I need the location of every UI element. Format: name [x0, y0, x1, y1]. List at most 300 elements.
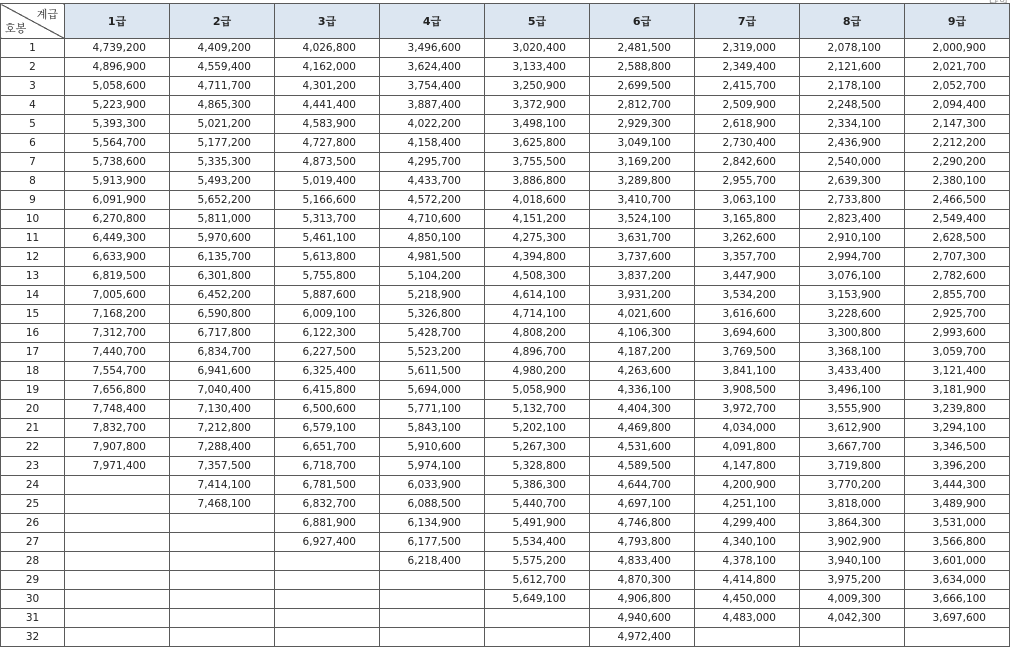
grade-header-1: 1급: [65, 4, 170, 39]
salary-cell: 4,187,200: [590, 343, 695, 362]
step-cell: 22: [1, 438, 65, 457]
salary-cell: 2,052,700: [905, 77, 1010, 96]
salary-cell: 4,940,600: [590, 609, 695, 628]
salary-cell: 6,717,800: [170, 324, 275, 343]
salary-cell: 5,393,300: [65, 115, 170, 134]
step-cell: 20: [1, 400, 65, 419]
salary-cell: 3,886,800: [485, 172, 590, 191]
salary-cell: [170, 571, 275, 590]
salary-cell: 2,290,200: [905, 153, 1010, 172]
salary-cell: 3,841,100: [695, 362, 800, 381]
salary-cell: 5,461,100: [275, 229, 380, 248]
salary-cell: 2,000,900: [905, 39, 1010, 58]
salary-cell: 2,639,300: [800, 172, 905, 191]
salary-cell: 7,288,400: [170, 438, 275, 457]
salary-cell: 4,972,400: [590, 628, 695, 647]
step-cell: 7: [1, 153, 65, 172]
salary-cell: 2,855,700: [905, 286, 1010, 305]
salary-cell: 4,865,300: [170, 96, 275, 115]
step-cell: 2: [1, 58, 65, 77]
salary-cell: 6,134,900: [380, 514, 485, 533]
salary-cell: 4,833,400: [590, 552, 695, 571]
salary-cell: 5,523,200: [380, 343, 485, 362]
salary-cell: 3,433,400: [800, 362, 905, 381]
salary-cell: 3,169,200: [590, 153, 695, 172]
salary-cell: 3,931,200: [590, 286, 695, 305]
salary-cell: [275, 552, 380, 571]
salary-cell: 6,177,500: [380, 533, 485, 552]
salary-cell: [170, 552, 275, 571]
salary-cell: 2,178,100: [800, 77, 905, 96]
salary-cell: [65, 609, 170, 628]
salary-cell: 7,907,800: [65, 438, 170, 457]
salary-cell: 5,386,300: [485, 476, 590, 495]
salary-cell: 3,616,600: [695, 305, 800, 324]
salary-cell: 5,223,900: [65, 96, 170, 115]
salary-cell: [695, 628, 800, 647]
salary-cell: 5,202,100: [485, 419, 590, 438]
salary-cell: 3,447,900: [695, 267, 800, 286]
table-row: [1, 115, 1010, 134]
table-row: [1, 58, 1010, 77]
salary-cell: 3,239,800: [905, 400, 1010, 419]
salary-cell: 3,624,400: [380, 58, 485, 77]
salary-cell: 6,941,600: [170, 362, 275, 381]
salary-cell: 4,441,400: [275, 96, 380, 115]
step-cell: 12: [1, 248, 65, 267]
salary-cell: [65, 495, 170, 514]
salary-cell: 5,694,000: [380, 381, 485, 400]
table-row: [1, 324, 1010, 343]
salary-cell: 5,428,700: [380, 324, 485, 343]
table-row: [1, 552, 1010, 571]
salary-cell: 5,887,600: [275, 286, 380, 305]
salary-cell: 4,151,200: [485, 210, 590, 229]
salary-cell: 2,334,100: [800, 115, 905, 134]
salary-cell: 3,769,500: [695, 343, 800, 362]
salary-cell: [485, 609, 590, 628]
salary-cell: 6,927,400: [275, 533, 380, 552]
salary-cell: 6,579,100: [275, 419, 380, 438]
salary-cell: 4,021,600: [590, 305, 695, 324]
step-cell: 14: [1, 286, 65, 305]
table-row: [1, 96, 1010, 115]
salary-cell: 3,300,800: [800, 324, 905, 343]
salary-cell: 2,094,400: [905, 96, 1010, 115]
step-cell: 3: [1, 77, 65, 96]
salary-cell: 2,549,400: [905, 210, 1010, 229]
salary-cell: 5,649,100: [485, 590, 590, 609]
salary-cell: 4,414,800: [695, 571, 800, 590]
salary-cell: 5,738,600: [65, 153, 170, 172]
salary-cell: 5,910,600: [380, 438, 485, 457]
table-row: [1, 39, 1010, 58]
salary-cell: 5,218,900: [380, 286, 485, 305]
step-cell: 10: [1, 210, 65, 229]
grade-header-3: 3급: [275, 4, 380, 39]
salary-cell: 3,837,200: [590, 267, 695, 286]
salary-cell: 6,091,900: [65, 191, 170, 210]
salary-cell: 2,993,600: [905, 324, 1010, 343]
salary-cell: 3,770,200: [800, 476, 905, 495]
salary-cell: 5,974,100: [380, 457, 485, 476]
salary-cell: 2,782,600: [905, 267, 1010, 286]
step-cell: 26: [1, 514, 65, 533]
salary-cell: 3,566,800: [905, 533, 1010, 552]
table-row: [1, 571, 1010, 590]
salary-cell: 6,415,800: [275, 381, 380, 400]
step-cell: 1: [1, 39, 65, 58]
table-row: [1, 191, 1010, 210]
salary-cell: 3,368,100: [800, 343, 905, 362]
salary-cell: 3,737,600: [590, 248, 695, 267]
salary-cell: 5,652,200: [170, 191, 275, 210]
salary-cell: 3,531,000: [905, 514, 1010, 533]
salary-cell: 3,940,100: [800, 552, 905, 571]
step-cell: 18: [1, 362, 65, 381]
salary-cell: 5,104,200: [380, 267, 485, 286]
step-cell: 6: [1, 134, 65, 153]
salary-cell: [170, 609, 275, 628]
salary-cell: 4,200,900: [695, 476, 800, 495]
salary-cell: 4,091,800: [695, 438, 800, 457]
salary-cell: 4,746,800: [590, 514, 695, 533]
salary-cell: 4,162,000: [275, 58, 380, 77]
salary-cell: [170, 514, 275, 533]
salary-cell: 4,394,800: [485, 248, 590, 267]
salary-cell: 3,410,700: [590, 191, 695, 210]
salary-cell: 3,667,700: [800, 438, 905, 457]
salary-cell: 5,970,600: [170, 229, 275, 248]
salary-cell: 3,612,900: [800, 419, 905, 438]
salary-cell: 6,633,900: [65, 248, 170, 267]
salary-cell: [485, 628, 590, 647]
salary-cell: 4,727,800: [275, 134, 380, 153]
salary-cell: [65, 514, 170, 533]
step-cell: 29: [1, 571, 65, 590]
salary-cell: 6,033,900: [380, 476, 485, 495]
salary-cell: 5,326,800: [380, 305, 485, 324]
salary-cell: 3,121,400: [905, 362, 1010, 381]
salary-cell: [275, 628, 380, 647]
salary-cell: 4,559,400: [170, 58, 275, 77]
salary-table: [0, 3, 1010, 647]
salary-cell: 4,981,500: [380, 248, 485, 267]
salary-cell: 7,312,700: [65, 324, 170, 343]
step-cell: 27: [1, 533, 65, 552]
salary-cell: 4,301,200: [275, 77, 380, 96]
salary-cell: 4,378,100: [695, 552, 800, 571]
salary-cell: 2,415,700: [695, 77, 800, 96]
salary-cell: [380, 571, 485, 590]
salary-cell: 5,771,100: [380, 400, 485, 419]
salary-cell: 3,181,900: [905, 381, 1010, 400]
salary-cell: 4,034,000: [695, 419, 800, 438]
salary-cell: 2,699,500: [590, 77, 695, 96]
salary-cell: 3,694,600: [695, 324, 800, 343]
salary-cell: 5,335,300: [170, 153, 275, 172]
salary-cell: 2,842,600: [695, 153, 800, 172]
salary-cell: 4,409,200: [170, 39, 275, 58]
salary-cell: 4,980,200: [485, 362, 590, 381]
salary-cell: 5,913,900: [65, 172, 170, 191]
salary-cell: 5,267,300: [485, 438, 590, 457]
step-axis-label: 호봉: [5, 22, 27, 35]
salary-cell: 7,168,200: [65, 305, 170, 324]
salary-cell: 3,902,900: [800, 533, 905, 552]
table-row: [1, 77, 1010, 96]
salary-cell: 5,612,700: [485, 571, 590, 590]
salary-cell: 4,022,200: [380, 115, 485, 134]
step-cell: 25: [1, 495, 65, 514]
salary-cell: 5,440,700: [485, 495, 590, 514]
salary-cell: 3,063,100: [695, 191, 800, 210]
table-row: [1, 628, 1010, 647]
salary-cell: 7,440,700: [65, 343, 170, 362]
salary-cell: 3,133,400: [485, 58, 590, 77]
step-cell: 21: [1, 419, 65, 438]
salary-cell: 5,534,400: [485, 533, 590, 552]
salary-cell: 3,228,600: [800, 305, 905, 324]
salary-cell: 3,496,100: [800, 381, 905, 400]
salary-cell: 3,262,600: [695, 229, 800, 248]
salary-cell: 3,754,400: [380, 77, 485, 96]
salary-cell: 5,811,000: [170, 210, 275, 229]
salary-cell: 3,887,400: [380, 96, 485, 115]
salary-cell: 2,540,000: [800, 153, 905, 172]
salary-cell: 7,005,600: [65, 286, 170, 305]
step-cell: 32: [1, 628, 65, 647]
salary-cell: [380, 609, 485, 628]
salary-cell: 6,009,100: [275, 305, 380, 324]
salary-cell: 5,166,600: [275, 191, 380, 210]
table-row: [1, 172, 1010, 191]
salary-cell: 4,404,300: [590, 400, 695, 419]
step-cell: 11: [1, 229, 65, 248]
salary-cell: 2,628,500: [905, 229, 1010, 248]
salary-cell: 6,881,900: [275, 514, 380, 533]
salary-cell: 5,177,200: [170, 134, 275, 153]
table-row: [1, 229, 1010, 248]
salary-cell: 2,812,700: [590, 96, 695, 115]
salary-cell: 4,263,600: [590, 362, 695, 381]
salary-cell: 3,666,100: [905, 590, 1010, 609]
salary-cell: 4,614,100: [485, 286, 590, 305]
salary-cell: 6,832,700: [275, 495, 380, 514]
salary-cell: 3,250,900: [485, 77, 590, 96]
salary-cell: 7,130,400: [170, 400, 275, 419]
salary-cell: 2,955,700: [695, 172, 800, 191]
salary-cell: 4,340,100: [695, 533, 800, 552]
salary-cell: 2,588,800: [590, 58, 695, 77]
salary-cell: 4,147,800: [695, 457, 800, 476]
salary-cell: 3,165,800: [695, 210, 800, 229]
salary-cell: 4,906,800: [590, 590, 695, 609]
salary-cell: 2,730,400: [695, 134, 800, 153]
salary-cell: 5,564,700: [65, 134, 170, 153]
grade-header-9: 9급: [905, 4, 1010, 39]
salary-cell: 3,372,900: [485, 96, 590, 115]
step-cell: 9: [1, 191, 65, 210]
salary-cell: 3,864,300: [800, 514, 905, 533]
salary-cell: 6,122,300: [275, 324, 380, 343]
step-cell: 15: [1, 305, 65, 324]
step-cell: 30: [1, 590, 65, 609]
salary-cell: 6,088,500: [380, 495, 485, 514]
salary-cell: 6,819,500: [65, 267, 170, 286]
salary-cell: [275, 571, 380, 590]
salary-cell: 7,832,700: [65, 419, 170, 438]
salary-cell: 5,613,800: [275, 248, 380, 267]
salary-cell: 5,493,200: [170, 172, 275, 191]
table-row: [1, 400, 1010, 419]
salary-cell: 6,325,400: [275, 362, 380, 381]
salary-cell: 2,121,600: [800, 58, 905, 77]
table-row: [1, 476, 1010, 495]
salary-cell: [170, 628, 275, 647]
salary-cell: 3,020,400: [485, 39, 590, 58]
salary-cell: 2,910,100: [800, 229, 905, 248]
step-cell: 5: [1, 115, 65, 134]
salary-cell: 3,534,200: [695, 286, 800, 305]
salary-cell: 2,380,100: [905, 172, 1010, 191]
salary-cell: 2,618,900: [695, 115, 800, 134]
salary-cell: 4,158,400: [380, 134, 485, 153]
salary-cell: 2,925,700: [905, 305, 1010, 324]
salary-cell: 4,026,800: [275, 39, 380, 58]
salary-cell: 2,994,700: [800, 248, 905, 267]
salary-cell: 5,755,800: [275, 267, 380, 286]
salary-cell: 3,396,200: [905, 457, 1010, 476]
salary-cell: 3,972,700: [695, 400, 800, 419]
salary-cell: [800, 628, 905, 647]
salary-cell: 2,707,300: [905, 248, 1010, 267]
salary-cell: 4,850,100: [380, 229, 485, 248]
table-row: [1, 609, 1010, 628]
salary-cell: 4,009,300: [800, 590, 905, 609]
grade-header-2: 2급: [170, 4, 275, 39]
step-cell: 17: [1, 343, 65, 362]
salary-cell: 4,433,700: [380, 172, 485, 191]
step-cell: 24: [1, 476, 65, 495]
salary-cell: 5,611,500: [380, 362, 485, 381]
table-row: [1, 495, 1010, 514]
salary-cell: 4,896,900: [65, 58, 170, 77]
table-row: [1, 362, 1010, 381]
salary-cell: [170, 533, 275, 552]
table-row: [1, 153, 1010, 172]
salary-cell: 3,719,800: [800, 457, 905, 476]
grade-header-8: 8급: [800, 4, 905, 39]
salary-cell: 4,697,100: [590, 495, 695, 514]
salary-cell: 3,294,100: [905, 419, 1010, 438]
salary-cell: 7,748,400: [65, 400, 170, 419]
salary-cell: 2,929,300: [590, 115, 695, 134]
step-cell: 28: [1, 552, 65, 571]
salary-cell: 4,739,200: [65, 39, 170, 58]
salary-cell: 4,508,300: [485, 267, 590, 286]
table-body: [1, 39, 1010, 647]
corner-header-cell: [1, 4, 65, 39]
salary-cell: [65, 552, 170, 571]
salary-cell: 7,554,700: [65, 362, 170, 381]
salary-cell: 6,449,300: [65, 229, 170, 248]
salary-cell: 5,843,100: [380, 419, 485, 438]
salary-cell: 6,590,800: [170, 305, 275, 324]
step-cell: 31: [1, 609, 65, 628]
salary-cell: 3,153,900: [800, 286, 905, 305]
step-cell: 19: [1, 381, 65, 400]
salary-cell: 6,781,500: [275, 476, 380, 495]
salary-cell: 3,697,600: [905, 609, 1010, 628]
salary-cell: 3,908,500: [695, 381, 800, 400]
salary-cell: 4,336,100: [590, 381, 695, 400]
salary-cell: 4,295,700: [380, 153, 485, 172]
table-row: [1, 267, 1010, 286]
table-row: [1, 381, 1010, 400]
salary-cell: 3,524,100: [590, 210, 695, 229]
salary-cell: 4,808,200: [485, 324, 590, 343]
salary-cell: 2,733,800: [800, 191, 905, 210]
table-row: [1, 419, 1010, 438]
salary-cell: 2,436,900: [800, 134, 905, 153]
salary-cell: 3,059,700: [905, 343, 1010, 362]
salary-cell: 6,500,600: [275, 400, 380, 419]
salary-cell: [275, 590, 380, 609]
salary-cell: 2,509,900: [695, 96, 800, 115]
salary-cell: 6,270,800: [65, 210, 170, 229]
salary-cell: [380, 590, 485, 609]
grade-header-7: 7급: [695, 4, 800, 39]
salary-cell: 4,275,300: [485, 229, 590, 248]
salary-cell: [380, 628, 485, 647]
salary-cell: 4,793,800: [590, 533, 695, 552]
salary-cell: 3,601,000: [905, 552, 1010, 571]
salary-cell: 4,531,600: [590, 438, 695, 457]
salary-cell: [905, 628, 1010, 647]
salary-cell: 3,346,500: [905, 438, 1010, 457]
step-cell: 16: [1, 324, 65, 343]
salary-cell: 5,058,600: [65, 77, 170, 96]
salary-cell: 6,834,700: [170, 343, 275, 362]
salary-cell: 4,469,800: [590, 419, 695, 438]
salary-cell: 4,572,200: [380, 191, 485, 210]
table-row: [1, 533, 1010, 552]
salary-cell: 5,019,400: [275, 172, 380, 191]
salary-cell: 6,135,700: [170, 248, 275, 267]
salary-cell: 4,589,500: [590, 457, 695, 476]
salary-cell: 7,040,400: [170, 381, 275, 400]
salary-cell: 3,498,100: [485, 115, 590, 134]
step-cell: 23: [1, 457, 65, 476]
salary-cell: 3,289,800: [590, 172, 695, 191]
salary-cell: 7,212,800: [170, 419, 275, 438]
salary-cell: 6,301,800: [170, 267, 275, 286]
salary-cell: 3,049,100: [590, 134, 695, 153]
salary-cell: 3,444,300: [905, 476, 1010, 495]
salary-cell: [65, 628, 170, 647]
salary-cell: 3,755,500: [485, 153, 590, 172]
table-row: [1, 438, 1010, 457]
salary-cell: 2,319,000: [695, 39, 800, 58]
salary-cell: [65, 590, 170, 609]
salary-cell: 2,147,300: [905, 115, 1010, 134]
salary-cell: 3,357,700: [695, 248, 800, 267]
salary-cell: 5,132,700: [485, 400, 590, 419]
salary-cell: 2,248,500: [800, 96, 905, 115]
salary-cell: 5,058,900: [485, 381, 590, 400]
step-cell: 4: [1, 96, 65, 115]
